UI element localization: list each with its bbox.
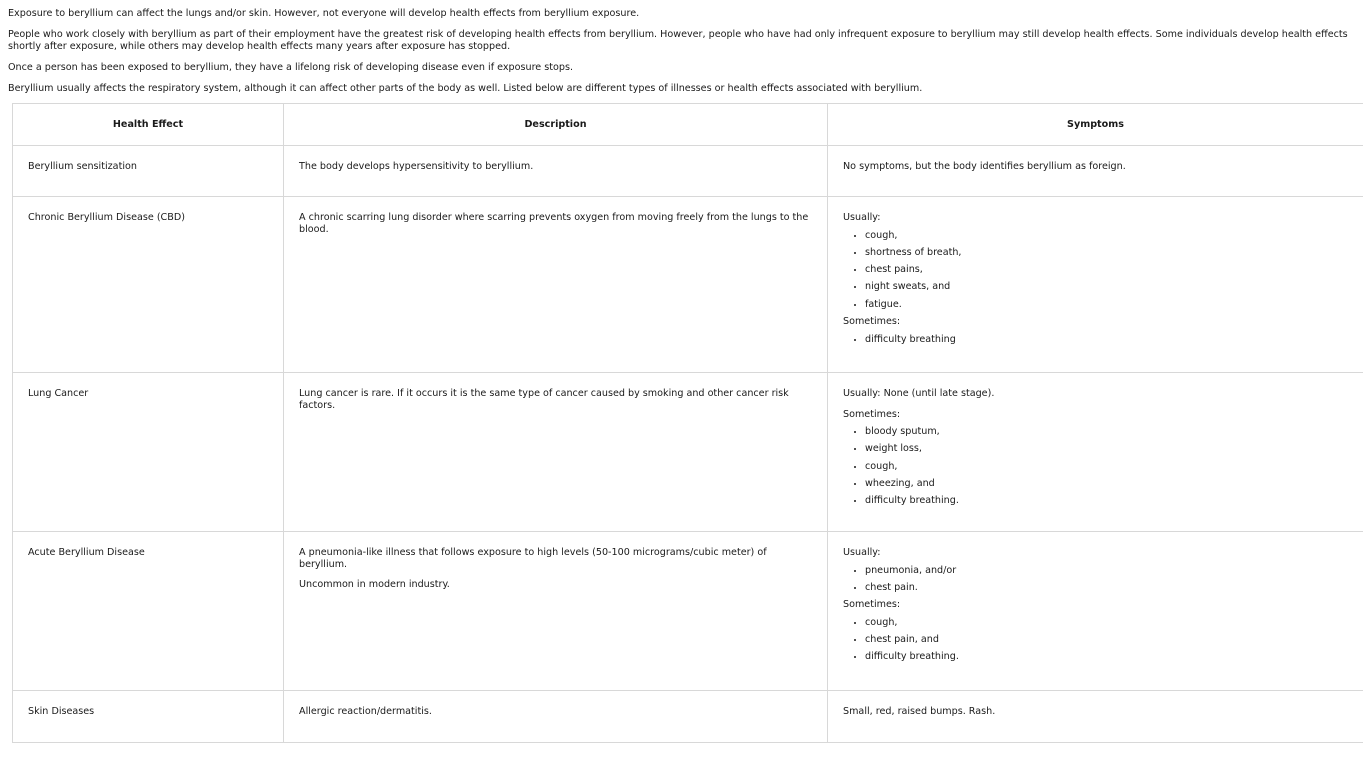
list-item: • fatigue.	[865, 299, 1348, 311]
health-effects-table	[12, 103, 1363, 743]
table-row	[13, 373, 1363, 532]
table-row	[13, 197, 1363, 373]
list-item: • shortness of breath,	[865, 247, 1348, 259]
column-header-symptoms: Symptoms	[828, 104, 1363, 146]
table-row	[13, 691, 1363, 743]
list-item: • difficulty breathing.	[865, 495, 1348, 507]
list-item: • bloody sputum,	[865, 426, 1348, 438]
intro-paragraph: People who work closely with beryllium as part of their employment have the greatest risk of developing health effects from beryllium. However, people who have had only infrequent exposure to beryllium may still develop health effects. Some individuals develop health effects shortly after exposure, while others may develop health effects many years after exposure has stopped.	[8, 29, 1348, 52]
list-item: • chest pain, and	[865, 634, 1348, 646]
health-effect-cell	[13, 197, 284, 373]
description-text: Lung cancer is rare. If it occurs it is the same type of cancer caused by smoking and other cancer risk factors.	[299, 388, 789, 411]
description-text: Uncommon in modern industry.	[299, 579, 450, 590]
list-item: • difficulty breathing.	[865, 651, 1348, 663]
health-effect-name: Lung Cancer	[28, 388, 89, 399]
description-cell	[284, 373, 828, 532]
symptoms-text: Small, red, raised bumps. Rash.	[843, 706, 996, 717]
list-item: • difficulty breathing	[865, 334, 1348, 346]
list-item: • chest pain.	[865, 582, 1348, 594]
description-cell	[284, 532, 828, 691]
usually-label: Usually:	[843, 547, 881, 558]
list-item: • cough,	[865, 461, 1348, 473]
symptoms-text: No symptoms, but the body identifies beryllium as foreign.	[843, 161, 1126, 172]
description-text: Allergic reaction/dermatitis.	[299, 706, 432, 717]
table-header-row	[13, 104, 1363, 146]
usually-symptom-list	[843, 230, 1348, 311]
sometimes-symptom-list	[843, 334, 1348, 346]
health-effect-name: Beryllium sensitization	[28, 161, 137, 172]
description-text: A chronic scarring lung disorder where scarring prevents oxygen from moving freely from the lungs to the blood.	[299, 212, 809, 235]
health-effect-cell	[13, 691, 284, 743]
sometimes-symptom-list	[843, 617, 1348, 663]
sometimes-symptom-list	[843, 426, 1348, 507]
description-cell	[284, 146, 828, 197]
table-row	[13, 532, 1363, 691]
description-cell	[284, 691, 828, 743]
list-item: • pneumonia, and/or	[865, 565, 1348, 577]
usually-label: Usually:	[843, 212, 881, 223]
health-effect-name: Skin Diseases	[28, 706, 95, 717]
symptoms-cell	[828, 373, 1363, 532]
list-item: • cough,	[865, 617, 1348, 629]
symptoms-cell	[828, 146, 1363, 197]
description-cell	[284, 197, 828, 373]
column-header-health-effect: Health Effect	[13, 104, 284, 146]
intro-paragraph: Once a person has been exposed to beryllium, they have a lifelong risk of developing disease even if exposure stops.	[8, 62, 574, 73]
list-item: • wheezing, and	[865, 478, 1348, 490]
intro-paragraph: Beryllium usually affects the respiratory system, although it can affect other parts of the body as well. Listed below are different types of illnesses or health effects associated with beryllium.	[8, 83, 923, 94]
list-item: • chest pains,	[865, 264, 1348, 276]
table-row	[13, 146, 1363, 197]
health-effect-cell	[13, 532, 284, 691]
usually-label: Usually: None (until late stage).	[843, 388, 995, 399]
health-effect-cell	[13, 373, 284, 532]
health-effect-name: Acute Beryllium Disease	[28, 547, 145, 558]
symptoms-cell	[828, 691, 1363, 743]
description-text: The body develops hypersensitivity to beryllium.	[299, 161, 534, 172]
symptoms-cell	[828, 197, 1363, 373]
list-item: • night sweats, and	[865, 281, 1348, 293]
symptoms-cell	[828, 532, 1363, 691]
column-header-description: Description	[284, 104, 828, 146]
list-item: • cough,	[865, 230, 1348, 242]
health-effect-cell	[13, 146, 284, 197]
list-item: • weight loss,	[865, 443, 1348, 455]
sometimes-label: Sometimes:	[843, 599, 901, 611]
sometimes-label: Sometimes:	[843, 316, 901, 328]
usually-symptom-list	[843, 565, 1348, 594]
intro-paragraph: Exposure to beryllium can affect the lungs and/or skin. However, not everyone will develop health effects from beryllium exposure.	[8, 8, 640, 19]
health-effect-name: Chronic Beryllium Disease (CBD)	[28, 212, 185, 223]
description-text: A pneumonia-like illness that follows exposure to high levels (50-100 micrograms/cubic meter) of beryllium.	[299, 547, 767, 570]
sometimes-label: Sometimes:	[843, 408, 901, 420]
